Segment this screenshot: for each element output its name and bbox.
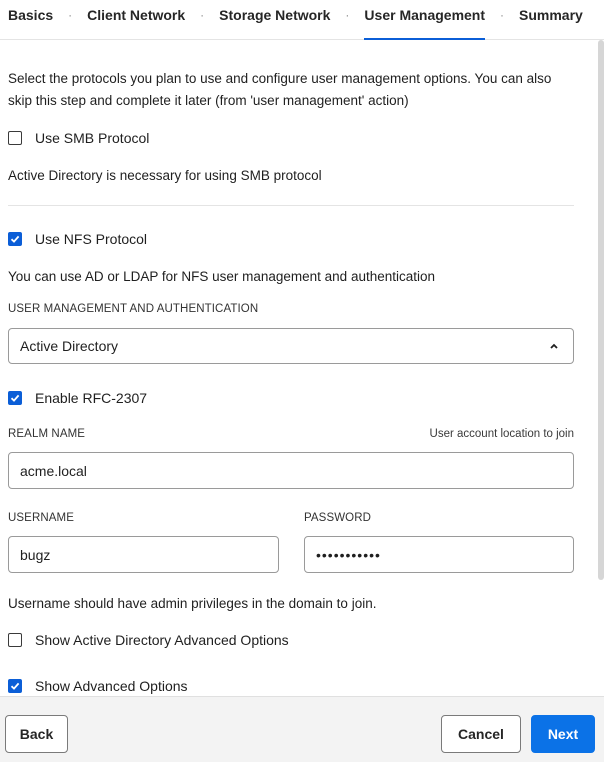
advanced-checkbox-label: Show Advanced Options: [35, 678, 188, 694]
smb-checkbox[interactable]: [8, 131, 22, 145]
cancel-button[interactable]: Cancel: [441, 715, 521, 753]
admin-note: Username should have admin privileges in the domain to join.: [8, 596, 377, 611]
divider: [8, 205, 574, 206]
tab-separator: ·: [200, 7, 205, 22]
password-input[interactable]: [304, 536, 574, 573]
back-button[interactable]: Back: [5, 715, 68, 753]
rfc-checkbox-label: Enable RFC-2307: [35, 390, 148, 406]
realm-label: REALM NAME: [8, 428, 86, 440]
password-input-value: •••••••••••: [316, 546, 381, 563]
wizard-tabs: [0, 0, 604, 40]
tab-basics[interactable]: Basics: [8, 6, 54, 23]
username-label: USERNAME: [8, 512, 74, 524]
tab-user-management[interactable]: User Management: [364, 0, 485, 40]
chevron-up-icon: [549, 342, 559, 350]
user-management-form: [0, 40, 598, 696]
tab-client-network[interactable]: Client Network: [87, 6, 186, 23]
tab-separator: ·: [345, 7, 350, 22]
smb-note: Active Directory is necessary for using SMB protocol: [8, 168, 322, 183]
nfs-note: You can use AD or LDAP for NFS user management and authentication: [8, 269, 436, 284]
nfs-checkbox-row[interactable]: [8, 231, 147, 247]
smb-checkbox-label: Use SMB Protocol: [35, 130, 150, 146]
intro-text: Select the protocols you plan to use and configure user management options. You can also skip this step and complete it later (from 'user management' action): [8, 71, 552, 108]
realm-input[interactable]: [8, 452, 574, 489]
tab-storage-network[interactable]: Storage Network: [219, 6, 331, 23]
password-label: PASSWORD: [304, 512, 372, 524]
ad-advanced-checkbox[interactable]: [8, 633, 22, 647]
nfs-checkbox[interactable]: [8, 232, 22, 246]
tab-summary[interactable]: Summary: [519, 6, 583, 23]
nfs-checkbox-label: Use NFS Protocol: [35, 231, 148, 247]
next-button[interactable]: Next: [531, 715, 595, 753]
tab-separator: ·: [500, 7, 505, 22]
username-input-value: bugz: [20, 546, 51, 563]
auth-select[interactable]: [8, 328, 574, 364]
advanced-checkbox[interactable]: [8, 679, 22, 693]
auth-label: USER MANAGEMENT AND AUTHENTICATION: [8, 303, 259, 315]
advanced-checkbox-row[interactable]: [8, 678, 188, 694]
ad-advanced-checkbox-label: Show Active Directory Advanced Options: [35, 632, 289, 648]
tab-separator: ·: [68, 7, 73, 22]
wizard-footer: [0, 696, 604, 762]
realm-hint: User account location to join: [429, 428, 574, 440]
username-input[interactable]: [8, 536, 279, 573]
rfc-checkbox[interactable]: [8, 391, 22, 405]
smb-checkbox-row[interactable]: [8, 130, 149, 146]
auth-select-value: Active Directory: [20, 338, 119, 354]
scrollbar[interactable]: [598, 40, 604, 580]
rfc-checkbox-row[interactable]: [8, 390, 147, 406]
ad-advanced-checkbox-row[interactable]: [8, 632, 289, 648]
realm-input-value: acme.local: [20, 462, 87, 479]
